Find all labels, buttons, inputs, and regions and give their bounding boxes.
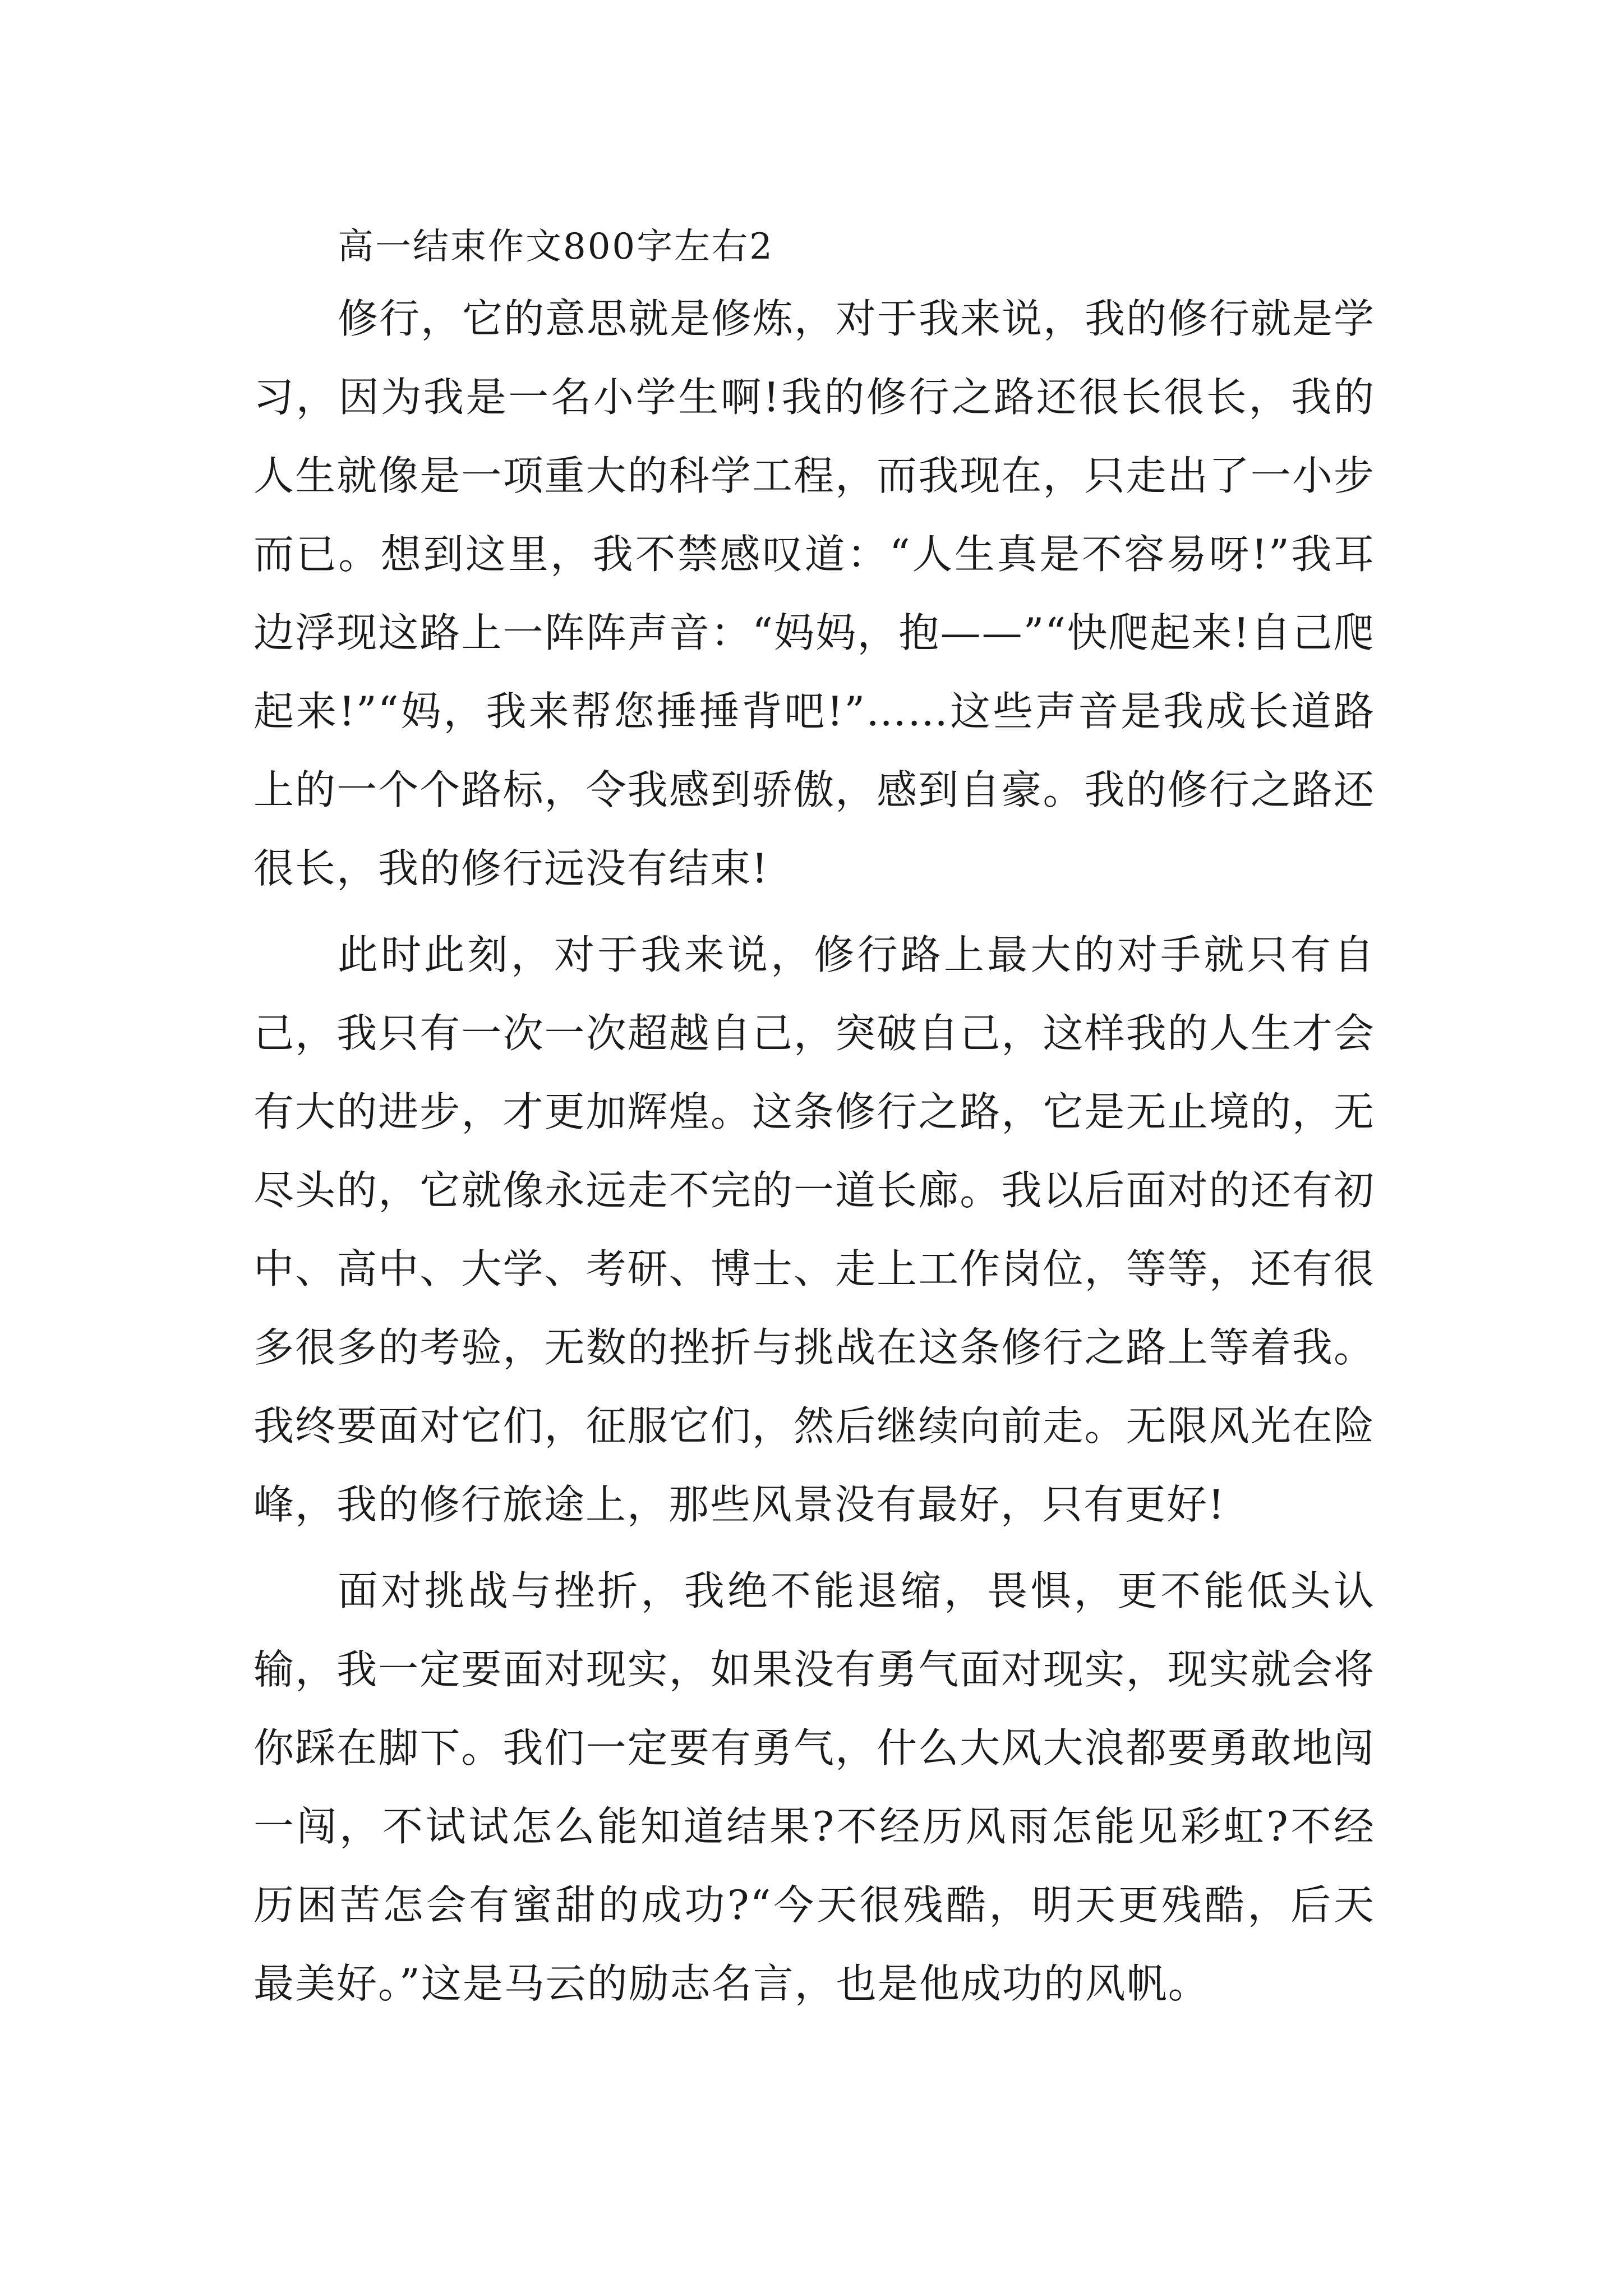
- document-body: [253, 208, 1375, 2023]
- paragraph-1: 修行，它的意思就是修炼，对于我来说，我的修行就是学习，因为我是一名小学生啊!我的修行之路还很长很长，我的人生就像是一项重大的科学工程，而我现在，只走出了一小步而已。想到这里，我不禁感叹道：“人生真是不容易呀!”我耳边浮现这路上一阵阵声音：“妈妈，抱——”“快爬起来!自己爬起来!”“妈，我来帮您捶捶背吧!”……这些声音是我成长道路上的一个个路标，令我感到骄傲，感到自豪。我的修行之路还很长，我的修行远没有结束!: [253, 295, 1376, 892]
- document-title: 高一结束作文800字左右2: [338, 226, 774, 268]
- paragraph-3: 面对挑战与挫折，我绝不能退缩，畏惧，更不能低头认输，我一定要面对现实，如果没有勇气面对现实，现实就会将你踩在脚下。我们一定要有勇气，什么大风大浪都要勇敢地闯一闯，不试试怎么能知道结果?不经历风雨怎能见彩虹?不经历困苦怎会有蜜甜的成功?“今天很残酷，明天更残酷，后天最美好。”这是马云的励志名言，也是他成功的风帆。: [253, 1567, 1375, 2007]
- paragraph-2: 此时此刻，对于我来说，修行路上最大的对手就只有自己，我只有一次一次超越自己，突破自己，这样我的人生才会有大的进步，才更加辉煌。这条修行之路，它是无止境的，无尽头的，它就像永远走不完的一道长廊。我以后面对的还有初中、高中、大学、考研、博士、走上工作岗位，等等，还有很多很多的考验，无数的挫折与挑战在这条修行之路上等着我。我终要面对它们，征服它们，然后继续向前走。无限风光在险峰，我的修行旅途上，那些风景没有最好，只有更好!: [253, 931, 1375, 1528]
